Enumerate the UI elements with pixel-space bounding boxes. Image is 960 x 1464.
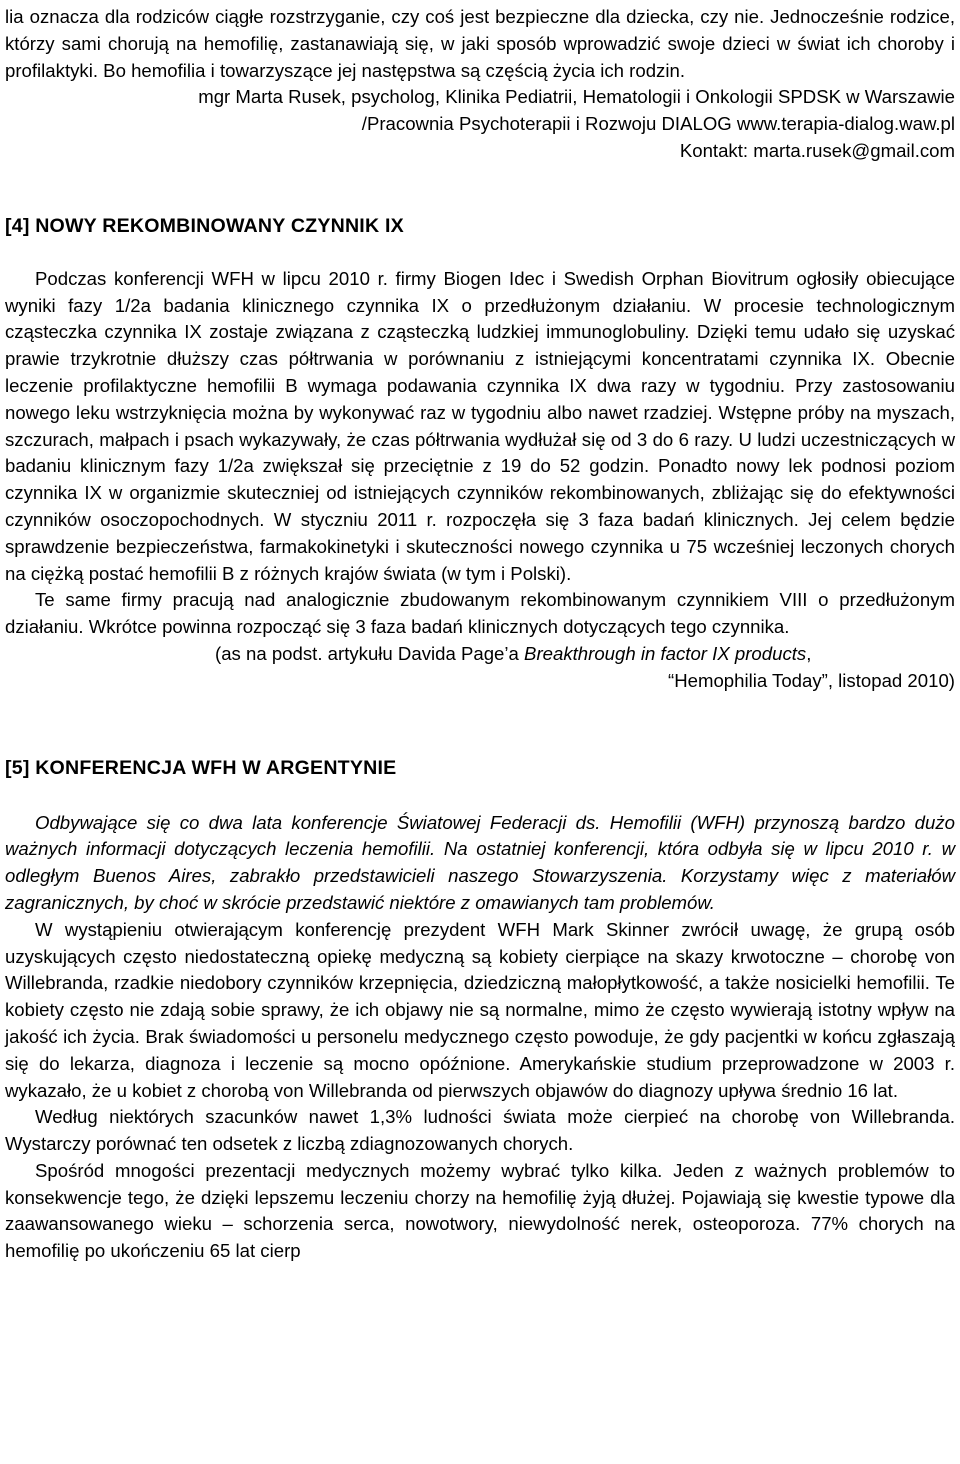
contact-email: Kontakt: marta.rusek@gmail.com <box>679 139 955 161</box>
section-4-paragraph-2: Te same firmy pracują nad analogicznie zbudowanym rekombinowanym czynnikiem VIII o przedłużonym działaniu. Wkrótce powinna rozpocząć się 3 faza badań klinicznych dotyczących tego czynnika. <box>5 589 955 638</box>
section-5-paragraph-1: W wystąpieniu otwierającym konferencję prezydent WFH Mark Skinner zwrócił uwagę, że grupą osób uzyskujących często niedostateczną opiekę medyczną są kobiety cierpiące na skazy krwotoczne – chorobę von Willebranda, rzadkie niedobory czynników krzepnięcia, dziedziczną małopłytkowość, a także nosicielki hemofilii. Te kobiety często nie zdają sobie sprawy, że ich objawy nie są normalne, mimo że często wywierają istotny wpływ na jakość ich życia. Brak świadomości u personelu medycznego często powoduje, że gdy pacjentki w końcu zgłaszają się do lekarza, diagnoza i leczenie są mocno opóźnione. Amerykańskie studium przeprowadzone w 2003 r. wykazało, że u kobiet z chorobą von Willebranda od pierwszych objawów do diagnozy upływa średnio 16 lat. <box>5 918 955 1101</box>
section-5-heading: [5] KONFERENCJA WFH W ARGENTYNIE <box>5 756 397 779</box>
source-citation-line-2: “Hemophilia Today”, listopad 2010) <box>668 669 955 691</box>
source-citation <box>5 641 955 668</box>
source-prefix: (as na podst. artykułu Davida Page’a <box>215 642 525 664</box>
author-line-1: mgr Marta Rusek, psycholog, Klinika Pediatrii, Hematologii i Onkologii SPDSK w Warszawie <box>198 86 955 108</box>
section-5-paragraph-2: Według niektórych szacunków nawet 1,3% ludności świata może cierpieć na chorobę von Willebranda. Wystarczy porównać ten odsetek z liczbą zdiagnozowanych chorych. <box>5 1106 955 1155</box>
document-page <box>5 4 955 1265</box>
section-4-paragraph-1: Podczas konferencji WFH w lipcu 2010 r. firmy Biogen Idec i Swedish Orphan Biovitrum ogłosiły obiecujące wyniki fazy 1/2a badania klinicznego czynnika IX o przedłużonym działaniu. W procesie technologicznym cząsteczka czynnika IX zostaje związana z cząsteczką ludzkiej immunoglobuliny. Dzięki temu udało się uzyskać prawie trzykrotnie dłuższy czas półtrwania w porównaniu z istniejącymi koncentratami czynnika IX. Obecnie leczenie profilaktyczne hemofilii B wymaga podawania czynnika IX dwa razy w tygodniu. Przy zastosowaniu nowego leku wstrzyknięcia można by wykonywać raz w tygodniu albo nawet rzadziej. Wstępne próby na myszach, szczurach, małpach i psach wykazywały, że czas półtrwania wydłużał się od 3 do 6 razy. U ludzi uczestniczących w badaniu klinicznym fazy 1/2a zwiększał się przeciętnie z 19 do 52 godzin. Ponadto nowy lek podnosi poziom czynnika IX w organizmie skuteczniej od istniejących czynników rekombinowanych, zbliżając się do efektywności czynników osoczopochodnych. W styczniu 2011 r. rozpoczęła się 3 faza badań klinicznych. Jej celem będzie sprawdzenie bezpieczeństwa, farmakokinetyki i skuteczności nowego czynnika u 75 wcześniej leczonych chorych na ciężką postać hemofilii B z różnych krajów świata (w tym i Polski). <box>5 267 955 584</box>
section-5-lead: Odbywające się co dwa lata konferencje Światowej Federacji ds. Hemofilii (WFH) przynoszą bardzo dużo ważnych informacji dotyczących leczenia hemofilii. Na ostatniej konferencji, która odbyła się w lipcu 2010 r. w odległym Buenos Aires, zabrakło przedstawicieli naszego Stowarzyszenia. Korzystamy więc z materiałów zagranicznych, by choć w skrócie przedstawić niektóre z omawianych tam problemów. <box>5 811 955 913</box>
section-4-heading: [4] NOWY REKOMBINOWANY CZYNNIK IX <box>5 214 404 237</box>
source-title: Breakthrough in factor IX products <box>524 642 807 664</box>
section-5-paragraph-3: Spośród mnogości prezentacji medycznych możemy wybrać tylko kilka. Jeden z ważnych problemów to konsekwencje tego, że dzięki lepszemu leczeniu chorzy na hemofilię żyją dłużej. Pojawiają się kwestie typowe dla zaawansowanego wieku – schorzenia serca, nowotwory, niewydolność nerek, osteoporoza. 77% chorych na hemofilię po ukończeniu 65 lat cierp <box>5 1159 955 1262</box>
author-line-2: /Pracownia Psychoterapii i Rozwoju DIALOG www.terapia-dialog.waw.pl <box>361 113 955 135</box>
intro-paragraph: lia oznacza dla rodziców ciągłe rozstrzyganie, czy coś jest bezpieczne dla dziecka, czy nie. Jednocześnie rodzice, którzy sami chorują na hemofilię, zastanawiają się, w jaki sposób wprowadzić swoje dzieci w świat ich choroby i profilaktyki. Bo hemofilia i towarzyszące jej następstwa są częścią życia ich rodzin. <box>5 6 955 81</box>
source-suffix: , <box>806 642 812 664</box>
